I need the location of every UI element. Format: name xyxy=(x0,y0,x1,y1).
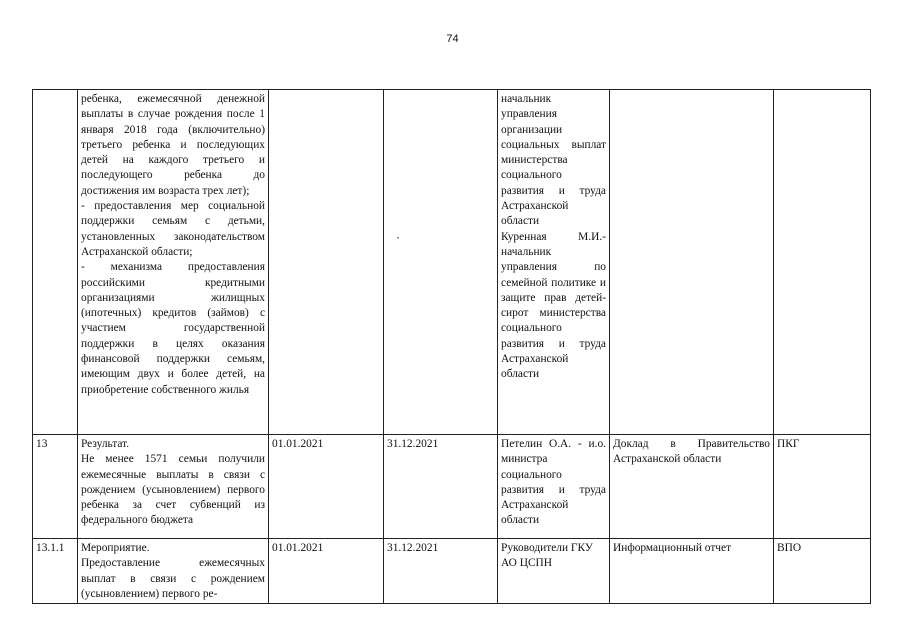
description-text: Мероприятие. Предоставление ежемесячных выплат в связи с рождением (усыновлением) первого ре- xyxy=(81,542,265,600)
description-cell xyxy=(78,435,269,539)
stray-mark: • xyxy=(397,236,400,242)
report-cell: Доклад в Правительство Астраханской области xyxy=(610,435,774,539)
end-date-cell xyxy=(384,90,498,435)
end-date-cell: 31.12.2021 xyxy=(384,435,498,539)
row-number-cell xyxy=(33,90,78,435)
start-date-cell: 01.01.2021 xyxy=(269,539,384,604)
code-cell xyxy=(774,90,871,435)
page-number: 74 xyxy=(446,33,459,45)
start-date-cell xyxy=(269,90,384,435)
description-cell xyxy=(78,90,269,435)
description-text: ребенка, ежемесячной денежной выплаты в случае рождения после 1 января 2018 года (включительно) третьего ребенка и последующих детей на каждого третьего и последующего ребенка до достижения им возраста трех лет); - предоставления мер социальной поддержки семьям с детьми, установленных законодательством Астраханской области; - механизма предоставления российскими кредитными организациями жилищных (ипотечных) кредитов (займов) с участием государственной поддержки в целях оказания финансовой поддержки семьям, имеющим двух и более детей, на приобретение собственного жилья xyxy=(81,93,265,396)
code-cell: ПКГ xyxy=(774,435,871,539)
end-date-cell: 31.12.2021 xyxy=(384,539,498,604)
report-cell: Информационный отчет xyxy=(610,539,774,604)
row-number-cell: 13.1.1 xyxy=(33,539,78,604)
table-row xyxy=(33,90,871,435)
measures-table xyxy=(32,89,871,604)
description-text: Результат. Не менее 1571 семьи получили ежемесячные выплаты в связи с рождением (усыновлением) первого ребенка за счет субвенций из федерального бюджета xyxy=(81,438,265,527)
start-date-cell: 01.01.2021 xyxy=(269,435,384,539)
responsible-cell: Петелин О.А. - и.о. министра социального развития и труда Астраханской области xyxy=(498,435,610,539)
code-cell: ВПО xyxy=(774,539,871,604)
table-row xyxy=(33,435,871,539)
table-row xyxy=(33,539,871,604)
report-cell xyxy=(610,90,774,435)
responsible-cell xyxy=(498,90,610,435)
row-number-cell: 13 xyxy=(33,435,78,539)
responsible-text: начальник управления организации социальных выплат министерства социального развития и труда Астраханской области Куренная М.И.-начальник управления по семейной политике и защите прав детей-сирот министерства социального развития и труда Астраханской области xyxy=(501,93,606,381)
description-cell xyxy=(78,539,269,604)
responsible-cell: Руководители ГКУ АО ЦСПН xyxy=(498,539,610,604)
